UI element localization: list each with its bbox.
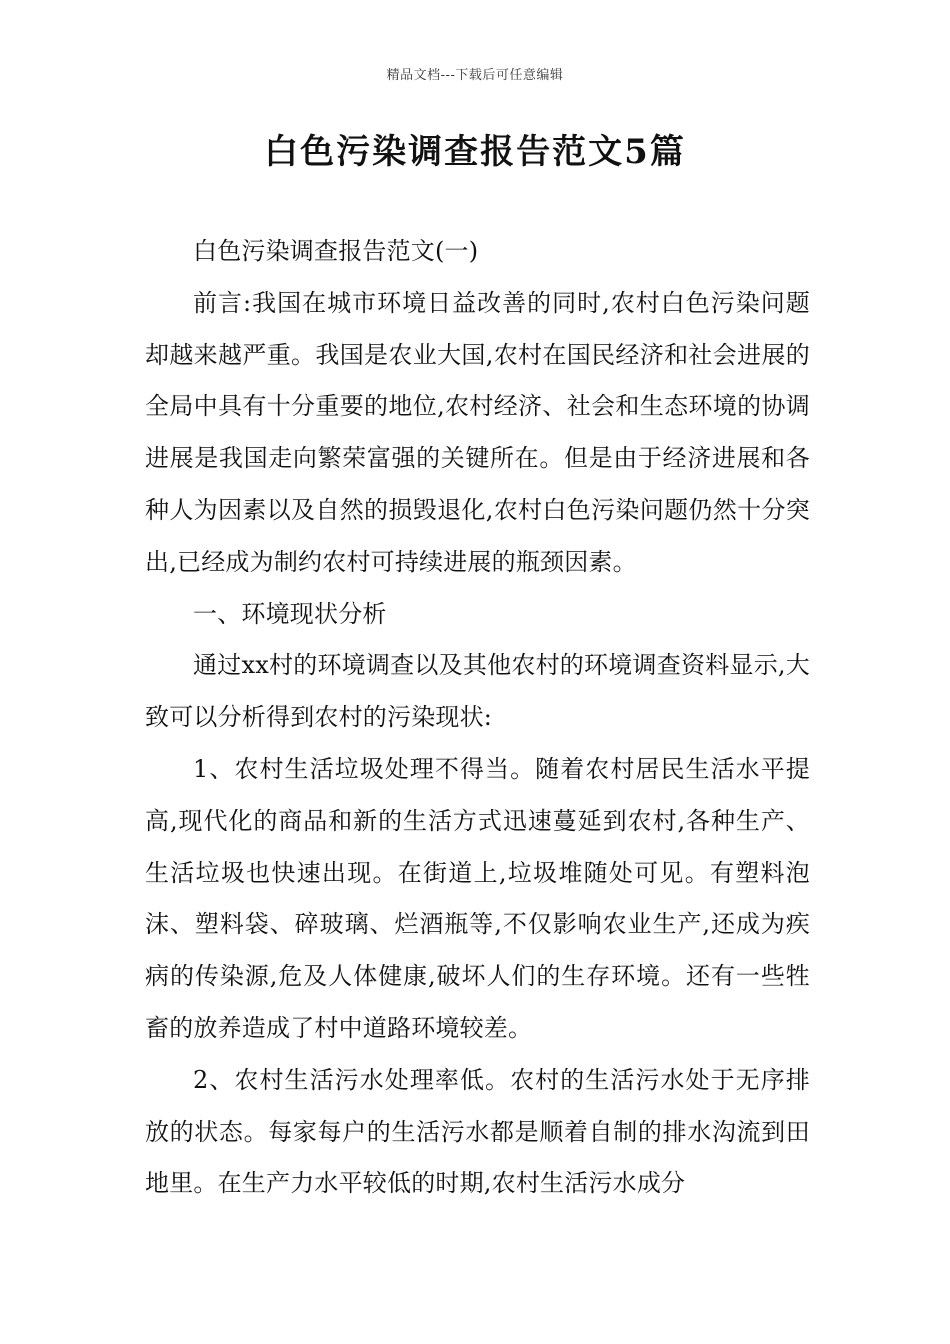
- section-heading: 一、环境现状分析: [193, 599, 387, 628]
- paragraph-item-1: 1、农村生活垃圾处理不得当。随着农村居民生活水平提高,现代化的商品和新的生活方式迅速蔓延到农村,各种生产、生活垃圾也快速出现。在街道上,垃圾堆随处可见。有塑料泡沫、塑料袋、碎玻璃、烂酒瓶等,不仅影响农业生产,还成为疾病的传染源,危及人体健康,破坏人们的生存环境。还有一些牲畜的放养造成了村中道路环境较差。: [145, 754, 810, 1042]
- section-heading: 白色污染调查报告范文(一): [193, 237, 479, 265]
- paragraph-item-2: 2、农村生活污水处理率低。农村的生活污水处于无序排放的状态。每家每户的生活污水都是顺着自制的排水沟流到田地里。在生产力水平较低的时期,农村生活污水成分: [145, 1065, 810, 1198]
- page-header: 精品文档---下载后可任意编辑: [386, 68, 564, 83]
- paragraph-preface: 前言:我国在城市环境日益改善的同时,农村白色污染问题却越来越严重。我国是农业大国,农村在国民经济和社会进展的全局中具有十分重要的地位,农村经济、社会和生态环境的协调进展是我国走向繁荣富强的关键所在。但是由于经济进展和各种人为因素以及自然的损毁退化,农村白色污染问题仍然十分突出,已经成为制约农村可持续进展的瓶颈因素。: [145, 288, 810, 576]
- document-title: 白色污染调查报告范文5篇: [264, 132, 686, 172]
- paragraph: 通过xx村的环境调查以及其他农村的环境调查资料显示,大致可以分析得到农村的污染现状:: [145, 651, 810, 732]
- document-body: [145, 226, 810, 1210]
